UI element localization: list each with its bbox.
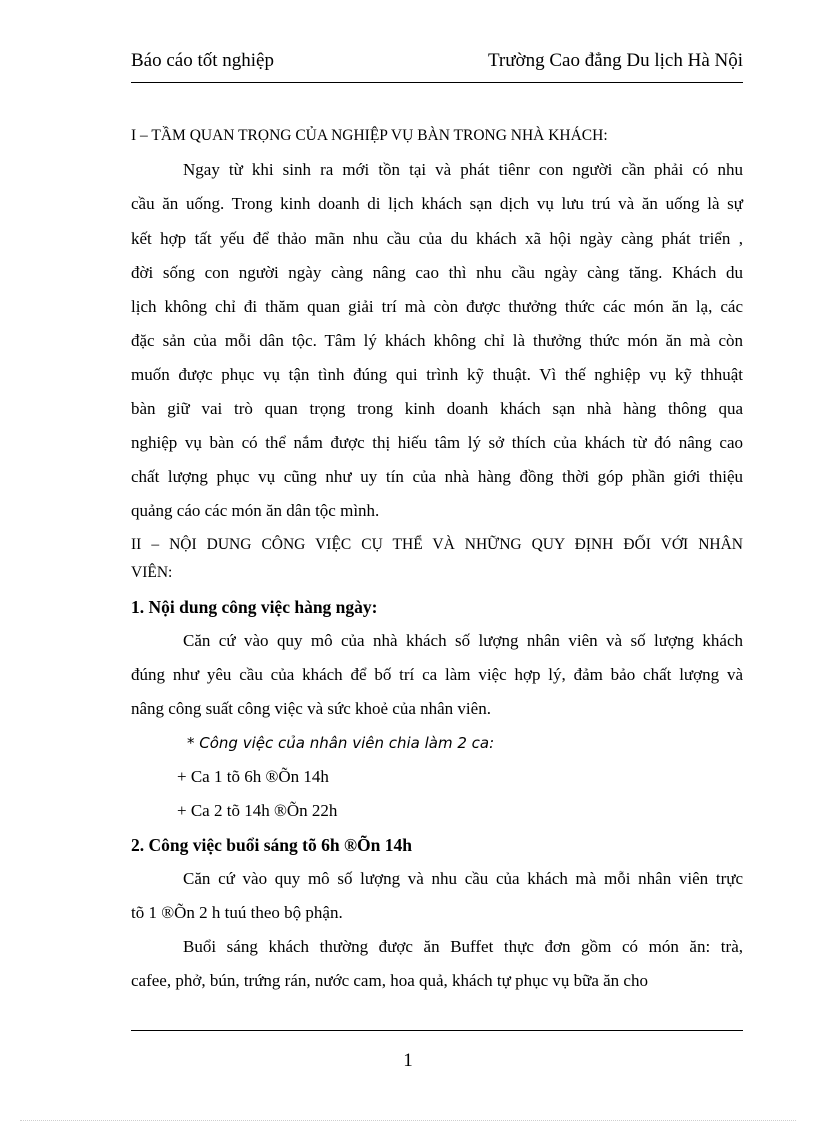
footer-divider bbox=[131, 1030, 743, 1031]
paragraph-line: cafee, phở, bún, trứng rán, nước cam, hoa quả, khách tự phục vụ bữa ăn cho bbox=[131, 971, 648, 990]
page-bottom-border bbox=[20, 1120, 796, 1121]
paragraph-line: Căn cứ vào quy mô số lượng và nhu cầu của khách mà mỗi nhân viên trực bbox=[183, 869, 743, 888]
paragraph-line: bàn giữ vai trò quan trọng trong kinh doanh khách sạn nhà hàng thông qua bbox=[131, 399, 743, 418]
section2-heading-cont: VIÊN: bbox=[131, 564, 173, 581]
paragraph-line: kết hợp tất yếu để thảo mãn nhu cầu của du khách xã hội ngày càng phát triển , bbox=[131, 229, 743, 248]
paragraph-line: Căn cứ vào quy mô của nhà khách số lượng nhân viên và số lượng khách bbox=[183, 631, 743, 650]
header-divider bbox=[131, 82, 743, 83]
paragraph-line: cầu ăn uống. Trong kinh doanh di lịch khách sạn dịch vụ lưu trú và ăn uống là sự bbox=[131, 194, 743, 213]
paragraph-line: đúng như yêu cầu của khách để bố trí ca làm việc hợp lý, đảm bảo chất lượng và bbox=[131, 665, 743, 684]
paragraph-line: đời sống con người ngày càng nâng cao thì nhu cầu ngày càng tăng. Khách du bbox=[131, 263, 743, 282]
page-number: 1 bbox=[403, 1050, 413, 1071]
paragraph-line: quảng cáo các món ăn dân tộc mình. bbox=[131, 501, 380, 520]
paragraph-line: nâng công suất công việc và sức khoẻ của nhân viên. bbox=[131, 699, 491, 718]
paragraph-line: lịch không chỉ đi thăm quan giải trí mà còn được thưởng thức các món ăn lạ, các bbox=[131, 297, 743, 316]
header-left: Báo cáo tốt nghiệp bbox=[131, 50, 274, 71]
paragraph-line: Ngay từ khi sinh ra mới tồn tại và phát tiênr con người cần phải có nhu bbox=[183, 160, 743, 179]
paragraph-line: chất lượng phục vụ cũng như uy tín của nhà hàng đồng thời góp phần giới thiệu bbox=[131, 467, 743, 486]
paragraph-line: đặc sản của mỗi dân tộc. Tâm lý khách không chỉ là thưởng thức món ăn mà còn bbox=[131, 331, 743, 350]
header-right: Trường Cao đẳng Du lịch Hà Nội bbox=[487, 50, 743, 71]
section2-heading: II – NỘI DUNG CÔNG VIỆC CỤ THỂ VÀ NHỮNG QUY ĐỊNH ĐỐI VỚI NHÂN bbox=[131, 536, 743, 553]
shift-note: * Công việc của nhân viên chia làm 2 ca: bbox=[187, 734, 495, 752]
paragraph-line: tõ 1 ®Õn 2 h tuú theo bộ phận. bbox=[131, 903, 343, 922]
paragraph-line: Buổi sáng khách thường được ăn Buffet thực đơn gồm có món ăn: trà, bbox=[183, 937, 743, 956]
subsection1-title: 1. Nội dung công việc hàng ngày: bbox=[131, 597, 378, 617]
section1-heading: I – TẦM QUAN TRỌNG CỦA NGHIỆP VỤ BÀN TRONG NHÀ KHÁCH: bbox=[131, 127, 608, 144]
subsection2-title: 2. Công việc buổi sáng tõ 6h ®Õn 14h bbox=[131, 835, 412, 855]
page-header bbox=[131, 50, 743, 76]
paragraph-line: nghiệp vụ bàn có thể nắm được thị hiếu tâm lý sở thích của khách từ đó nâng cao bbox=[131, 433, 743, 452]
shift-item: + Ca 2 tõ 14h ®Õn 22h bbox=[177, 801, 338, 820]
shift-item: + Ca 1 tõ 6h ®Õn 14h bbox=[177, 767, 329, 786]
paragraph-line: muốn được phục vụ tận tình đúng qui trình kỹ thuật. Vì thế nghiệp vụ kỹ thhuật bbox=[131, 365, 743, 384]
